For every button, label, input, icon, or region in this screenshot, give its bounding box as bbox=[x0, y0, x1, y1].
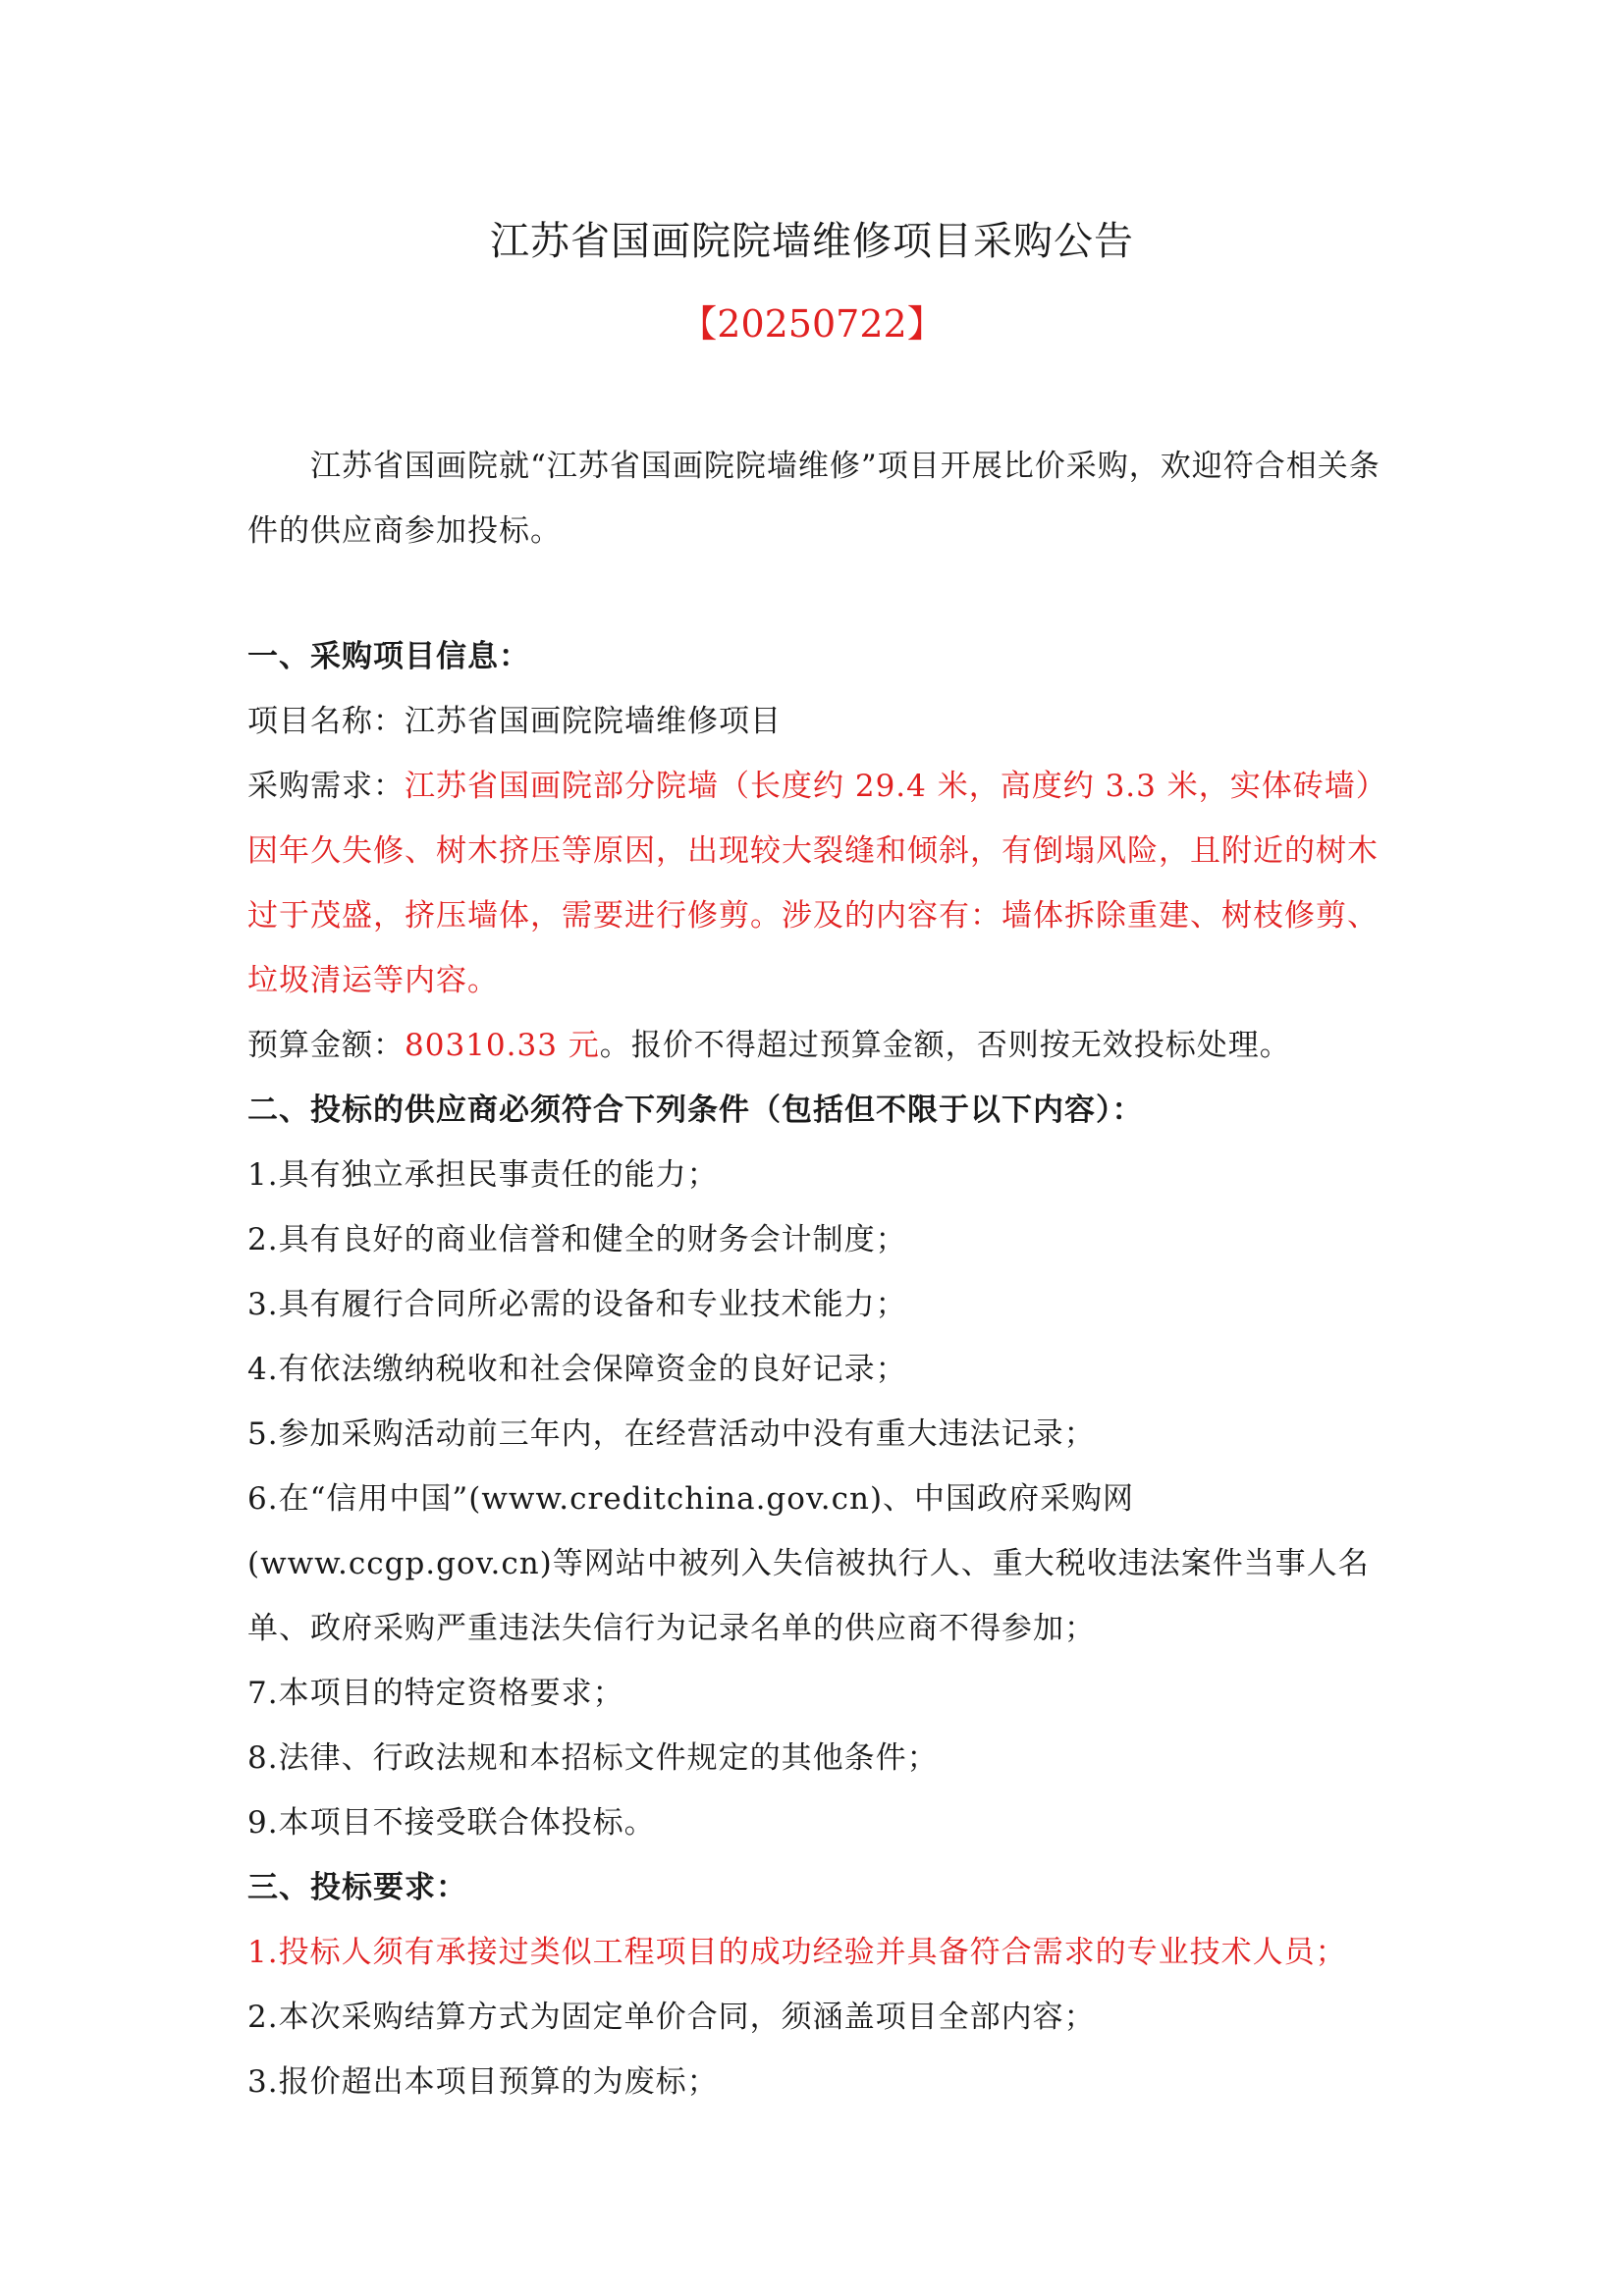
list-item: 2.具有良好的商业信誉和健全的财务会计制度； bbox=[247, 1222, 907, 1257]
list-item: 3.具有履行合同所必需的设备和专业技术能力； bbox=[247, 1287, 907, 1322]
document-id: 【20250722】 bbox=[679, 302, 945, 346]
requirement-item-1: 1.投标人须有承接过类似工程项目的成功经验并具备符合需求的专业技术人员； bbox=[247, 1935, 1347, 1970]
list-item: 9.本项目不接受联合体投标。 bbox=[247, 1805, 656, 1841]
section3-heading: 三、投标要求： bbox=[247, 1870, 467, 1905]
list-item: 4.有依法缴纳税收和社会保障资金的良好记录； bbox=[247, 1352, 907, 1387]
budget-suffix: 。报价不得超过预算金额，否则按无效投标处理。 bbox=[599, 1028, 1291, 1063]
sections bbox=[247, 624, 1396, 2114]
demand-line bbox=[247, 754, 1396, 1013]
project-name-line bbox=[247, 689, 1396, 754]
demand-value: 江苏省国画院部分院墙（长度约 29.4 米，高度约 3.3 米，实体砖墙）因年久失修、树木挤压等原因，出现较大裂缝和倾斜，有倒塌风险，且附近的树木过于茂盛，挤压墙体，需要进行修剪。涉及的内容有：墙体拆除重建、树枝修剪、垃圾清运等内容。 bbox=[247, 769, 1387, 998]
requirement-item-2: 2.本次采购结算方式为固定单价合同，须涵盖项目全部内容； bbox=[247, 2000, 1096, 2035]
list-item: 5.参加采购活动前三年内，在经营活动中没有重大违法记录； bbox=[247, 1416, 1096, 1452]
list-item: 8.法律、行政法规和本招标文件规定的其他条件； bbox=[247, 1740, 939, 1776]
budget-value: 80310.33 元 bbox=[405, 1028, 600, 1063]
project-name-value: 江苏省国画院院墙维修项目 bbox=[405, 704, 782, 739]
list-item: 6.在“信用中国”(www.creditchina.gov.cn)、中国政府采购网(www.ccgp.gov.cn)等网站中被列入失信被执行人、重大税收违法案件当事人名单、政府采购严重违法失信行为记录名单的供应商不得参加； bbox=[247, 1481, 1370, 1646]
demand-label: 采购需求： bbox=[247, 769, 405, 804]
list-item: 1.具有独立承担民事责任的能力； bbox=[247, 1157, 719, 1193]
budget-line bbox=[247, 1013, 1396, 1078]
list-item: 7.本项目的特定资格要求； bbox=[247, 1676, 624, 1711]
requirement-item-3: 3.报价超出本项目预算的为废标； bbox=[247, 2064, 719, 2100]
budget-label: 预算金额： bbox=[247, 1028, 405, 1063]
section2-heading: 二、投标的供应商必须符合下列条件（包括但不限于以下内容）： bbox=[247, 1093, 1144, 1128]
section1-heading: 一、采购项目信息： bbox=[247, 639, 530, 674]
intro-paragraph: 江苏省国画院就“江苏省国画院院墙维修”项目开展比价采购，欢迎符合相关条件的供应商参加投标。 bbox=[247, 449, 1380, 549]
page-title: 江苏省国画院院墙维修项目采购公告 bbox=[490, 219, 1134, 264]
project-name-label: 项目名称： bbox=[247, 704, 405, 739]
